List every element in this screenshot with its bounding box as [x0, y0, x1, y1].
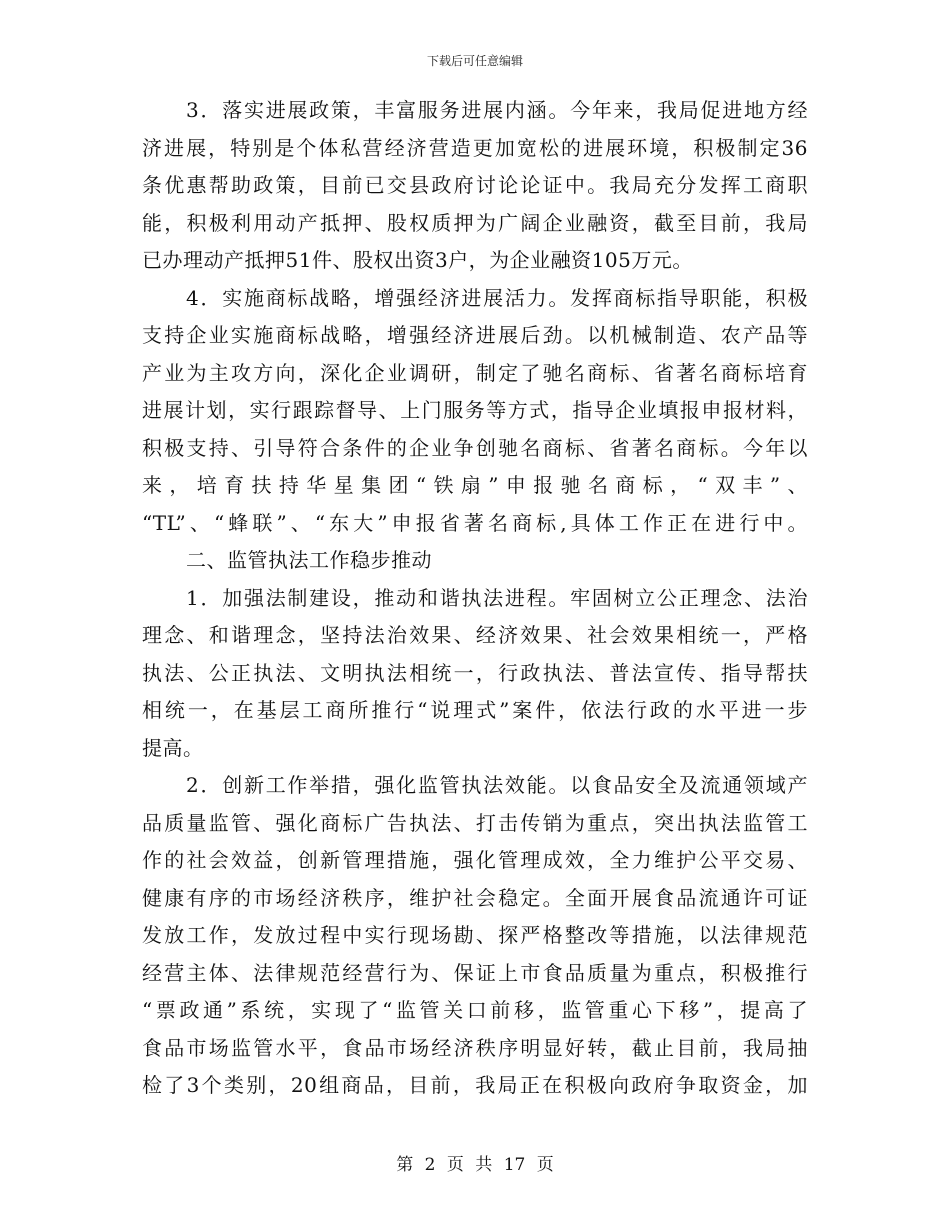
text-line: 积极支持、引导符合条件的企业争创驰名商标、省著名商标。今年以: [142, 435, 808, 460]
text-line: 产业为主攻方向，深化企业调研，制定了驰名商标、省著名商标培育: [142, 360, 808, 385]
text-line: 理念、和谐理念，坚持法治效果、经济效果、社会效果相统一，严格: [142, 623, 808, 647]
page-number-footer: 第 2 页 共 17 页: [396, 1155, 554, 1175]
text-line: 品质量监管、强化商标广告执法、打击传销为重点，突出执法监管工: [142, 810, 808, 835]
page-header: 下载后可任意编辑: [426, 54, 523, 68]
text-line: 检了3个类别，20组商品，目前，我局正在积极向政府争取资金，加: [142, 1073, 808, 1097]
text-line: 健康有序的市场经济秩序，维护社会稳定。全面开展食品流通许可证: [142, 885, 808, 910]
text-line: 进展计划，实行跟踪督导、上门服务等方式，指导企业填报申报材料，: [142, 398, 808, 422]
text-line: 2．创新工作举措，强化监管执法效能。以食品安全及流通领域产: [186, 773, 808, 797]
text-line: 1．加强法制建设，推动和谐执法进程。牢固树立公正理念、法治: [186, 585, 808, 610]
text-line: 来，培育扶持华星集团“铁扇”申报驰名商标，“双丰”、: [142, 473, 808, 497]
text-line: 食品市场监管水平，食品市场经济秩序明显好转，截止目前，我局抽: [142, 1035, 808, 1060]
text-line: 提高。: [142, 735, 204, 760]
document-body: [142, 92, 808, 1105]
text-line: 二、监管执法工作稳步推动: [186, 548, 432, 572]
text-line: 经营主体、法律规范经营行为、保证上市食品质量为重点，积极推行: [142, 960, 808, 985]
text-line: “票政通”系统，实现了“监管关口前移，监管重心下移”，提高了: [142, 998, 808, 1022]
text-line: “TL”、“蜂联”、“东大”申报省著名商标,具体工作正在进行中。: [142, 510, 808, 535]
text-line: 3．落实进展政策，丰富服务进展内涵。今年来，我局促进地方经: [186, 98, 808, 122]
text-line: 相统一，在基层工商所推行“说理式”案件，依法行政的水平进一步: [142, 698, 808, 722]
text-line: 执法、公正执法、文明执法相统一，行政执法、普法宣传、指导帮扶: [142, 660, 808, 685]
text-line: 支持企业实施商标战略，增强经济进展后劲。以机械制造、农产品等: [142, 323, 808, 347]
text-line: 条优惠帮助政策，目前已交县政府讨论论证中。我局充分发挥工商职: [142, 173, 808, 197]
text-line: 已办理动产抵押51件、股权出资3户，为企业融资105万元。: [142, 248, 693, 272]
text-line: 作的社会效益，创新管理措施，强化管理成效，全力维护公平交易、: [142, 848, 808, 872]
text-line: 济进展，特别是个体私营经济营造更加宽松的进展环境，积极制定36: [142, 135, 808, 160]
text-line: 4．实施商标战略，增强经济进展活力。发挥商标指导职能，积极: [186, 285, 808, 310]
text-line: 发放工作，发放过程中实行现场勘、探严格整改等措施，以法律规范: [142, 923, 808, 947]
text-line: 能，积极利用动产抵押、股权质押为广阔企业融资，截至目前，我局: [142, 210, 808, 235]
